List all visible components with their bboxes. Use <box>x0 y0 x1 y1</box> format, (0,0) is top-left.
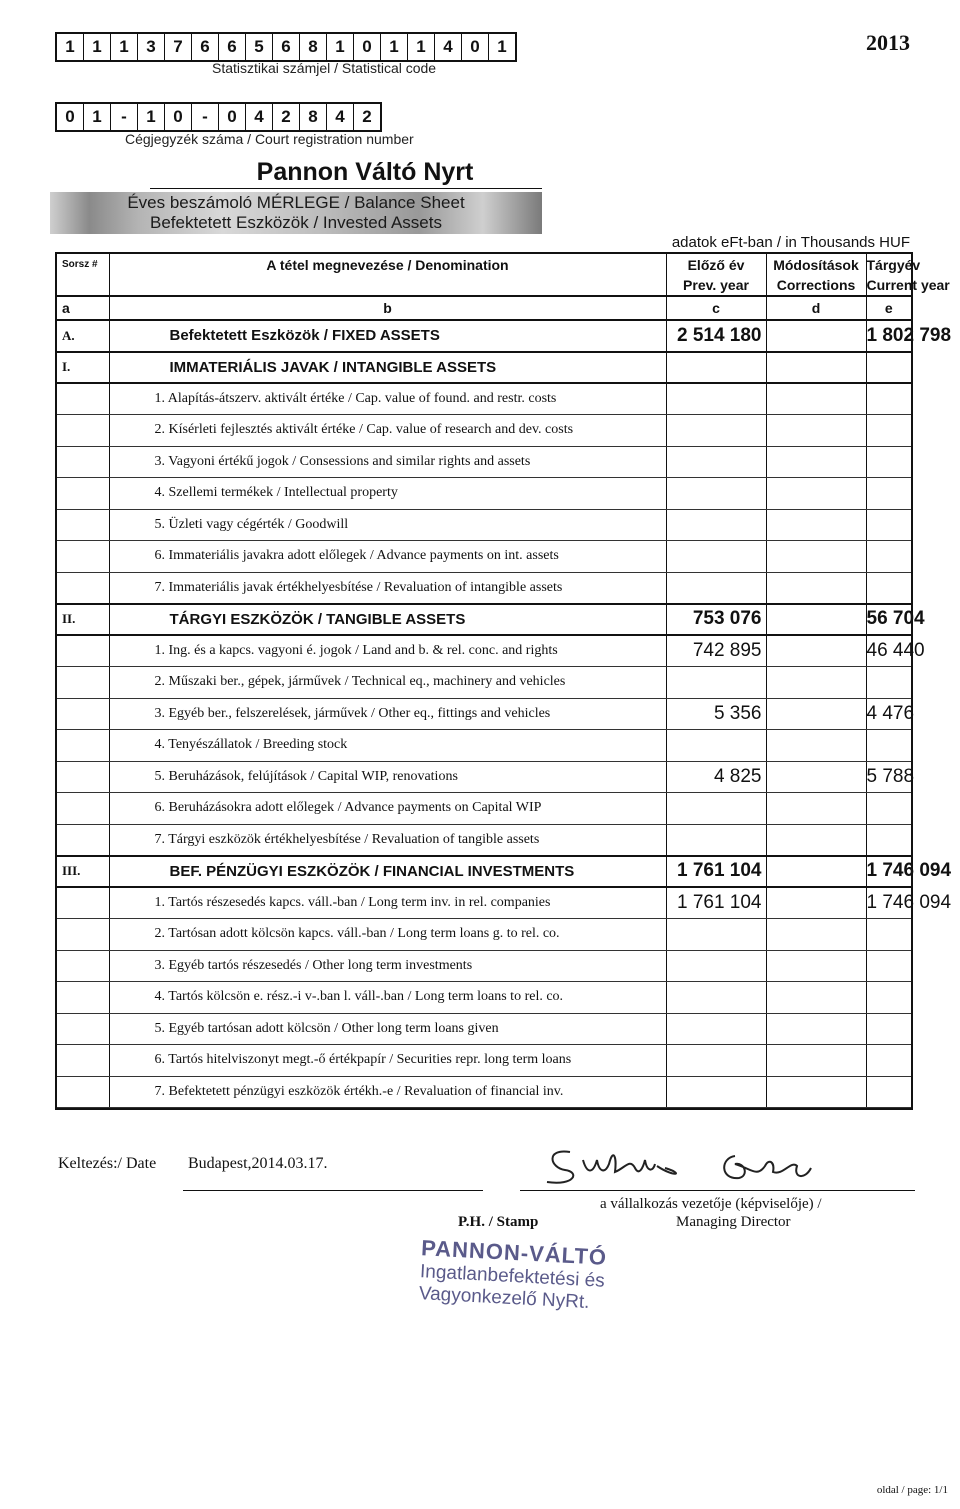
corrections-value <box>766 919 866 951</box>
stamp-line-2: Ingatlanbefektetési és <box>419 1261 606 1292</box>
row-label: 7. Immateriális javak értékhelyesbítése / Revaluation of intangible assets <box>109 572 666 604</box>
court-registration-boxes <box>55 102 382 132</box>
row-label: 3. Vagyoni értékű jogok / Consessions and similar rights and assets <box>109 446 666 478</box>
banner-subtitle: Befektetett Eszközök / Invested Assets <box>150 213 442 232</box>
table-row <box>57 478 911 510</box>
column-letter-row <box>57 296 911 320</box>
row-number <box>57 950 109 982</box>
statistical-code-digit: 8 <box>300 34 327 60</box>
statistical-code-digit: 4 <box>435 34 462 60</box>
row-number: A. <box>57 320 109 352</box>
current-year-value <box>866 572 911 604</box>
prev-year-value <box>666 1076 766 1108</box>
row-number <box>57 824 109 856</box>
table-row <box>57 446 911 478</box>
statistical-code-digit: 3 <box>138 34 165 60</box>
corrections-value <box>766 824 866 856</box>
prev-year-value <box>666 383 766 415</box>
table-row <box>57 793 911 825</box>
row-label: 5. Egyéb tartósan adott kölcsön / Other long term loans given <box>109 1013 666 1045</box>
current-year-value <box>866 541 911 573</box>
header-num-blank <box>57 275 109 296</box>
corrections-value <box>766 1076 866 1108</box>
corrections-value <box>766 352 866 384</box>
current-year-value <box>866 383 911 415</box>
prev-year-value <box>666 352 766 384</box>
row-number <box>57 541 109 573</box>
header-corrections-hu: Módosítások <box>766 254 866 275</box>
director-caption-en: Managing Director <box>676 1214 791 1230</box>
row-label: 6. Tartós hitelviszonyt megt.-ő értékpapír / Securities repr. long term loans <box>109 1045 666 1077</box>
handwritten-signature <box>535 1138 875 1195</box>
table-row <box>57 1045 911 1077</box>
current-year-value <box>866 352 911 384</box>
current-year-value <box>866 919 911 951</box>
row-label: 2. Műszaki ber., gépek, járművek / Technical eq., machinery and vehicles <box>109 667 666 699</box>
corrections-value <box>766 887 866 919</box>
current-year-value <box>866 509 911 541</box>
prev-year-value <box>666 982 766 1014</box>
letter-d: d <box>766 296 866 320</box>
prev-year-value <box>666 730 766 762</box>
corrections-value <box>766 320 866 352</box>
corrections-value <box>766 635 866 667</box>
header-current-year-en: Current year <box>866 275 911 296</box>
corrections-value <box>766 667 866 699</box>
corrections-value <box>766 698 866 730</box>
header-prev-year-hu: Előző év <box>666 254 766 275</box>
corrections-value <box>766 446 866 478</box>
table-row <box>57 761 911 793</box>
row-label: 7. Tárgyi eszközök értékhelyesbítése / Revaluation of tangible assets <box>109 824 666 856</box>
header-corrections-en: Corrections <box>766 275 866 296</box>
date-value: Budapest,2014.03.17. <box>188 1155 328 1172</box>
row-number <box>57 446 109 478</box>
row-label: BEF. PÉNZÜGYI ESZKÖZÖK / FINANCIAL INVESTMENTS <box>109 856 666 888</box>
current-year-value <box>866 730 911 762</box>
row-label: 6. Beruházásokra adott előlegek / Advance payments on Capital WIP <box>109 793 666 825</box>
court-registration-digit: 8 <box>300 104 327 130</box>
corrections-value <box>766 856 866 888</box>
header-prev-year-en: Prev. year <box>666 275 766 296</box>
table-row <box>57 572 911 604</box>
current-year-value: 4 476 <box>866 698 911 730</box>
statistical-code-caption: Statisztikai számjel / Statistical code <box>212 60 437 76</box>
current-year-value <box>866 982 911 1014</box>
current-year-value <box>866 1076 911 1108</box>
balance-sheet-table <box>55 252 952 1110</box>
court-registration-digit: 1 <box>138 104 165 130</box>
row-label: 4. Szellemi termékek / Intellectual property <box>109 478 666 510</box>
table-row <box>57 950 911 982</box>
prev-year-value: 753 076 <box>666 604 766 636</box>
statistical-code-digit: 1 <box>57 34 84 60</box>
statistical-code-digit: 0 <box>354 34 381 60</box>
corrections-value <box>766 383 866 415</box>
stamp-line-3: Vagyonkezelő NyRt. <box>418 1283 590 1314</box>
header-denomination-blank <box>109 275 666 296</box>
report-year: 2013 <box>866 30 910 55</box>
statistical-code-digit: 1 <box>327 34 354 60</box>
row-label: IMMATERIÁLIS JAVAK / INTANGIBLE ASSETS <box>109 352 666 384</box>
current-year-value: 1 746 094 <box>866 887 911 919</box>
row-label: 1. Tartós részesedés kapcs. váll.-ban / Long term inv. in rel. companies <box>109 887 666 919</box>
table-row <box>57 509 911 541</box>
row-label: 1. Alapítás-átszerv. aktivált értéke / Cap. value of found. and restr. costs <box>109 383 666 415</box>
table-row <box>57 982 911 1014</box>
statistical-code-digit: 1 <box>408 34 435 60</box>
prev-year-value: 4 825 <box>666 761 766 793</box>
current-year-value <box>866 478 911 510</box>
corrections-value <box>766 415 866 447</box>
header-current-year-hu: Tárgyév <box>866 256 921 273</box>
statistical-code-digit: 6 <box>219 34 246 60</box>
current-year-value <box>866 824 911 856</box>
date-label: Keltezés:/ Date <box>58 1155 157 1172</box>
statistical-code-digit: 6 <box>192 34 219 60</box>
court-registration-digit: 4 <box>327 104 354 130</box>
stamp-label: P.H. / Stamp <box>458 1214 539 1230</box>
row-label: 1. Ing. és a kapcs. vagyoni é. jogok / Land and b. & rel. conc. and rights <box>109 635 666 667</box>
prev-year-value <box>666 824 766 856</box>
statistical-code-digit: 1 <box>497 37 507 56</box>
corrections-value <box>766 793 866 825</box>
statistical-code-digit: 0 <box>462 34 489 60</box>
row-number <box>57 509 109 541</box>
prev-year-value <box>666 509 766 541</box>
table-row <box>57 383 911 415</box>
table-row <box>57 541 911 573</box>
court-registration-digit: - <box>111 104 138 130</box>
row-number <box>57 982 109 1014</box>
corrections-value <box>766 761 866 793</box>
court-registration-digit: 0 <box>219 104 246 130</box>
table-row <box>57 919 911 951</box>
banner-title: Éves beszámoló MÉRLEGE / Balance Sheet <box>127 193 465 212</box>
court-registration-digit: 0 <box>165 104 192 130</box>
current-year-value <box>866 1013 911 1045</box>
corrections-value <box>766 730 866 762</box>
page-number: oldal / page: 1/1 <box>876 1484 948 1496</box>
letter-a: a <box>57 296 109 320</box>
row-number <box>57 667 109 699</box>
corrections-value <box>766 982 866 1014</box>
row-number: I. <box>57 352 109 384</box>
current-year-value <box>866 446 911 478</box>
row-number <box>57 698 109 730</box>
prev-year-value <box>666 446 766 478</box>
prev-year-value <box>666 1013 766 1045</box>
court-registration-digit: - <box>192 104 219 130</box>
company-name: Pannon Váltó Nyrt <box>256 158 474 186</box>
table-header-row-2 <box>57 275 911 296</box>
corrections-value <box>766 509 866 541</box>
statement-banner <box>50 192 542 234</box>
corrections-value <box>766 950 866 982</box>
court-registration-digit: 0 <box>57 104 84 130</box>
statistical-code-digit: 5 <box>246 34 273 60</box>
row-number: III. <box>57 856 109 888</box>
header-num: Sorsz # <box>57 254 109 275</box>
row-label: 2. Tartósan adott kölcsön kapcs. váll.-ban / Long term loans g. to rel. co. <box>109 919 666 951</box>
row-label: 3. Egyéb tartós részesedés / Other long term investments <box>109 950 666 982</box>
prev-year-value <box>666 667 766 699</box>
company-stamp <box>418 1235 607 1315</box>
letter-b: b <box>109 296 666 320</box>
corrections-value <box>766 572 866 604</box>
row-number <box>57 730 109 762</box>
court-registration-digit: 2 <box>362 107 372 126</box>
current-year-value <box>866 793 911 825</box>
section-row <box>57 604 911 636</box>
row-label: Befektetett Eszközök / FIXED ASSETS <box>109 320 666 352</box>
table-row <box>57 887 911 919</box>
corrections-value <box>766 478 866 510</box>
row-label: 3. Egyéb ber., felszerelések, járművek / Other eq., fittings and vehicles <box>109 698 666 730</box>
current-year-value <box>866 415 911 447</box>
section-row <box>57 320 911 352</box>
statistical-code-digit: 1 <box>84 34 111 60</box>
section-row <box>57 856 911 888</box>
stamp-line-1: PANNON-VÁLTÓ <box>420 1235 608 1270</box>
court-registration-digit: 1 <box>84 104 111 130</box>
current-year-value <box>866 1045 911 1077</box>
court-registration-digit: 4 <box>246 104 273 130</box>
date-signature-line <box>183 1190 483 1191</box>
row-number <box>57 761 109 793</box>
statistical-code-digit: 1 <box>111 34 138 60</box>
row-number <box>57 635 109 667</box>
row-number: II. <box>57 604 109 636</box>
row-number <box>57 919 109 951</box>
director-caption-hu: a vállalkozás vezetője (képviselője) / <box>600 1196 822 1212</box>
letter-e: e <box>866 296 911 320</box>
statistical-code-digit: 1 <box>381 34 408 60</box>
prev-year-value <box>666 919 766 951</box>
current-year-value: 46 440 <box>866 635 911 667</box>
row-number <box>57 478 109 510</box>
prev-year-value <box>666 541 766 573</box>
table-row <box>57 1013 911 1045</box>
table-row <box>57 415 911 447</box>
statistical-code-boxes <box>55 32 517 62</box>
statistical-code-digit: 6 <box>273 34 300 60</box>
court-registration-caption: Cégjegyzék száma / Court registration number <box>125 131 414 147</box>
corrections-value <box>766 604 866 636</box>
row-number <box>57 383 109 415</box>
statistical-code-digit: 7 <box>165 34 192 60</box>
row-label: TÁRGYI ESZKÖZÖK / TANGIBLE ASSETS <box>109 604 666 636</box>
section-row <box>57 352 911 384</box>
row-label: 5. Beruházások, felújítások / Capital WIP, renovations <box>109 761 666 793</box>
prev-year-value: 1 761 104 <box>666 856 766 888</box>
table-row <box>57 698 911 730</box>
row-number <box>57 572 109 604</box>
current-year-value: 56 704 <box>866 604 911 636</box>
corrections-value <box>766 1013 866 1045</box>
current-year-value: 1 802 798 <box>866 320 911 352</box>
prev-year-value <box>666 478 766 510</box>
row-label: 4. Tartós kölcsön e. rész.-i v-.ban l. váll-.ban / Long term loans to rel. co. <box>109 982 666 1014</box>
table-row <box>57 824 911 856</box>
row-number <box>57 1045 109 1077</box>
row-number <box>57 793 109 825</box>
prev-year-value <box>666 572 766 604</box>
current-year-value <box>866 667 911 699</box>
current-year-value: 5 788 <box>866 761 911 793</box>
row-number <box>57 415 109 447</box>
table-row <box>57 667 911 699</box>
units-note: adatok eFt-ban / in Thousands HUF <box>671 234 910 251</box>
letter-c: c <box>666 296 766 320</box>
row-number <box>57 1076 109 1108</box>
prev-year-value: 742 895 <box>666 635 766 667</box>
prev-year-value <box>666 415 766 447</box>
row-label: 7. Befektetett pénzügyi eszközök értékh.-e / Revaluation of financial inv. <box>109 1076 666 1108</box>
prev-year-value: 1 761 104 <box>666 887 766 919</box>
prev-year-value: 2 514 180 <box>666 320 766 352</box>
court-registration-digit: 2 <box>273 104 300 130</box>
table-row <box>57 635 911 667</box>
row-number <box>57 887 109 919</box>
current-year-value <box>866 950 911 982</box>
header-denomination: A tétel megnevezése / Denomination <box>109 254 666 275</box>
table-header-row-1 <box>57 254 911 275</box>
table-row <box>57 730 911 762</box>
row-label: 4. Tenyészállatok / Breeding stock <box>109 730 666 762</box>
row-number <box>57 1013 109 1045</box>
corrections-value <box>766 541 866 573</box>
row-label: 6. Immateriális javakra adott előlegek / Advance payments on int. assets <box>109 541 666 573</box>
row-label: 2. Kísérleti fejlesztés aktivált értéke / Cap. value of research and dev. costs <box>109 415 666 447</box>
corrections-value <box>766 1045 866 1077</box>
prev-year-value <box>666 950 766 982</box>
prev-year-value <box>666 793 766 825</box>
company-rule <box>150 188 542 189</box>
row-label: 5. Üzleti vagy cégérték / Goodwill <box>109 509 666 541</box>
prev-year-value <box>666 1045 766 1077</box>
current-year-value: 1 746 094 <box>866 856 911 888</box>
prev-year-value: 5 356 <box>666 698 766 730</box>
table-row <box>57 1076 911 1108</box>
